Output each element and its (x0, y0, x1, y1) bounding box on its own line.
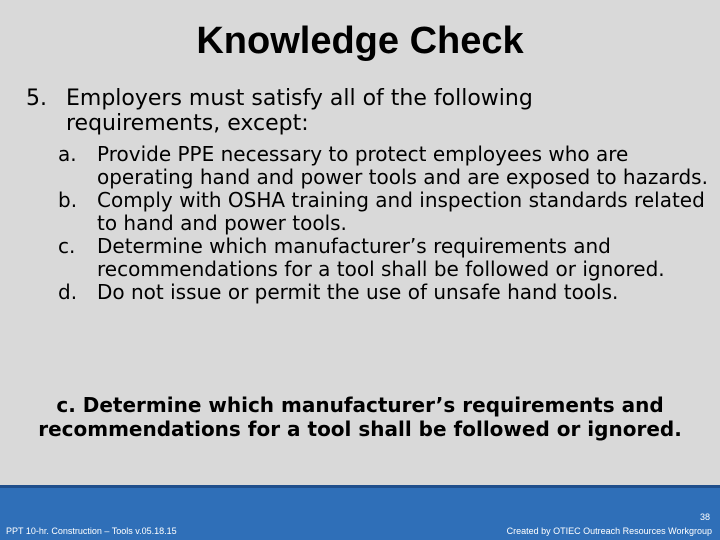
option-text: Provide PPE necessary to protect employees who are operating hand and power tools and are exposed to hazards. (97, 142, 708, 189)
footer-stripe (0, 485, 720, 488)
option-letter: a. (58, 142, 77, 166)
option-a (58, 143, 708, 188)
option-d (58, 281, 708, 304)
footer-credit: Created by OTIEC Outreach Resources Workgroup (506, 526, 712, 536)
option-letter: c. (58, 234, 76, 258)
slide-title: Knowledge Check (196, 20, 524, 62)
option-b (58, 189, 708, 234)
answer-options (58, 143, 708, 305)
question-number: 5. (26, 86, 47, 111)
footer-course-label: PPT 10-hr. Construction – Tools v.05.18.15 (6, 526, 177, 536)
correct-answer: c. Determine which manufacturer’s requirements and recommendations for a tool shall be followed or ignored. (38, 393, 682, 441)
page-number: 38 (699, 512, 710, 522)
option-text: Comply with OSHA training and inspection standards related to hand and power tools. (97, 188, 705, 235)
option-letter: d. (58, 280, 78, 304)
option-text: Determine which manufacturer’s requirements and recommendations for a tool shall be followed or ignored. (97, 234, 665, 281)
option-c (58, 235, 708, 280)
question-text: Employers must satisfy all of the following requirements, except: (66, 86, 533, 136)
option-letter: b. (58, 188, 78, 212)
option-text: Do not issue or permit the use of unsafe hand tools. (97, 280, 619, 304)
